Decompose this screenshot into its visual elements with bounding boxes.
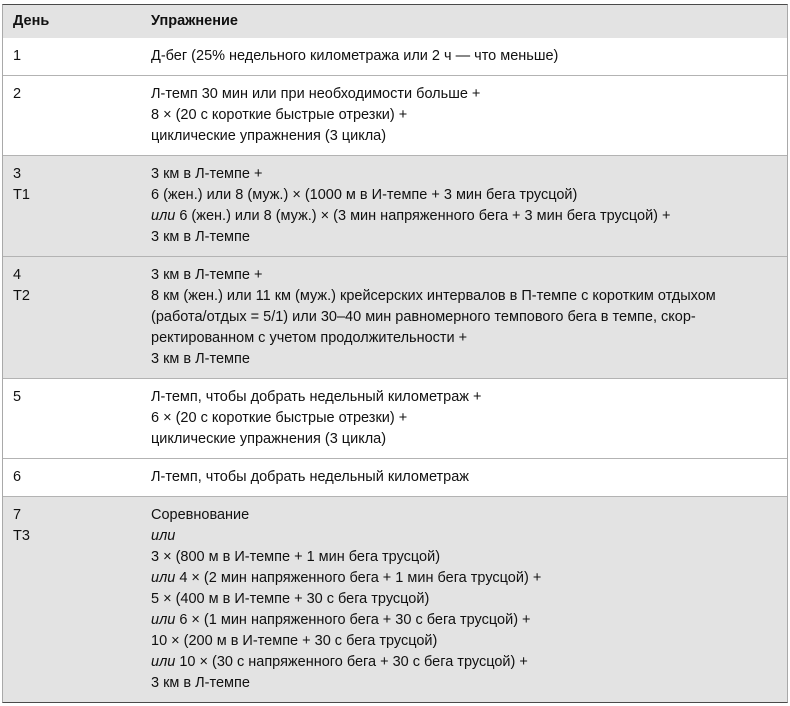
day-label: Т3 <box>13 528 30 544</box>
text-segment: 10 × (30 с напряженного бега + 30 с бега трусцой) + <box>175 654 528 670</box>
table-row <box>3 378 787 458</box>
text-segment: 6 (жен.) или 8 (муж.) × (3 мин напряженного бега + 3 мин бега трусцой) + <box>175 208 671 224</box>
exercise-line <box>151 206 777 227</box>
text-segment: Л-темп 30 мин или при необходимости больше + <box>151 86 481 102</box>
exercise-line <box>151 46 777 67</box>
italic-segment: или <box>151 570 176 586</box>
exercise-line <box>151 429 777 450</box>
day-label: 7 <box>13 507 22 523</box>
text-segment: (работа/отдых = 5/1) или 30–40 мин равномерного темпового бега в темпе, скор- <box>151 309 696 325</box>
text-segment: 3 км в Л-темпе + <box>151 166 263 182</box>
table-row <box>3 496 787 702</box>
exercise-line <box>151 105 777 126</box>
exercise-line <box>151 505 777 526</box>
exercise-line <box>151 307 777 328</box>
exercise-line <box>151 328 777 349</box>
exercise-cell <box>151 38 787 75</box>
text-segment: 8 км (жен.) или 11 км (муж.) крейсерских интервалов в П-темпе с коротким отдыхом <box>151 288 716 304</box>
header-day-label: День <box>13 13 50 29</box>
day-cell <box>3 459 151 496</box>
italic-segment: или <box>151 654 176 670</box>
text-segment: 3 км в Л-темпе + <box>151 267 263 283</box>
text-segment: Соревнование <box>151 507 250 523</box>
exercise-line <box>151 631 777 652</box>
table-row <box>3 38 787 75</box>
text-segment: 3 км в Л-темпе <box>151 229 250 245</box>
exercise-line <box>151 84 777 105</box>
exercise-line <box>151 408 777 429</box>
day-cell <box>3 156 151 256</box>
exercise-cell <box>151 459 787 496</box>
italic-segment: или <box>151 612 176 628</box>
exercise-line <box>151 185 777 206</box>
table-row <box>3 458 787 496</box>
header-exercise-cell <box>151 5 787 38</box>
exercise-line <box>151 286 777 307</box>
day-label: 3 <box>13 166 22 182</box>
header-exercise-label: Упражнение <box>151 13 238 29</box>
text-segment: ректированном с учетом продолжительности + <box>151 330 468 346</box>
text-segment: 3 × (800 м в И-темпе + 1 мин бега трусцой) <box>151 549 441 565</box>
exercise-cell <box>151 156 787 256</box>
text-segment: циклические упражнения (3 цикла) <box>151 431 387 447</box>
day-label: Т2 <box>13 288 30 304</box>
day-cell <box>3 379 151 458</box>
table-row <box>3 75 787 155</box>
exercise-line <box>151 126 777 147</box>
text-segment: 4 × (2 мин напряженного бега + 1 мин бега трусцой) + <box>175 570 542 586</box>
italic-segment: или <box>151 528 176 544</box>
exercise-line <box>151 467 777 488</box>
header-day-cell <box>3 5 151 38</box>
table-row <box>3 155 787 256</box>
text-segment: 6 × (20 с короткие быстрые отрезки) + <box>151 410 408 426</box>
day-label: Т1 <box>13 187 30 203</box>
exercise-line <box>151 164 777 185</box>
text-segment: 6 × (1 мин напряженного бега + 30 с бега трусцой) + <box>175 612 531 628</box>
italic-segment: или <box>151 208 176 224</box>
exercise-line <box>151 652 777 673</box>
text-segment: 5 × (400 м в И-темпе + 30 с бега трусцой) <box>151 591 430 607</box>
exercise-line <box>151 526 777 547</box>
exercise-line <box>151 349 777 370</box>
text-segment: циклические упражнения (3 цикла) <box>151 128 387 144</box>
text-segment: 3 км в Л-темпе <box>151 351 250 367</box>
exercise-line <box>151 265 777 286</box>
exercise-line <box>151 568 777 589</box>
day-cell <box>3 497 151 702</box>
day-cell <box>3 257 151 378</box>
text-segment: Л-темп, чтобы добрать недельный километраж + <box>151 389 482 405</box>
exercise-cell <box>151 257 787 378</box>
exercise-line <box>151 227 777 248</box>
day-cell <box>3 38 151 75</box>
text-segment: 3 км в Л-темпе <box>151 675 250 691</box>
exercise-cell <box>151 379 787 458</box>
day-label: 4 <box>13 267 22 283</box>
day-label: 2 <box>13 86 22 102</box>
day-label: 6 <box>13 469 22 485</box>
exercise-line <box>151 387 777 408</box>
exercise-cell <box>151 76 787 155</box>
text-segment: 10 × (200 м в И-темпе + 30 с бега трусцой) <box>151 633 438 649</box>
exercise-line <box>151 610 777 631</box>
day-cell <box>3 76 151 155</box>
training-table <box>2 4 788 703</box>
text-segment: Л-темп, чтобы добрать недельный километраж <box>151 469 470 485</box>
day-label: 5 <box>13 389 22 405</box>
text-segment: 6 (жен.) или 8 (муж.) × (1000 м в И-темпе + 3 мин бега трусцой) <box>151 187 578 203</box>
table-row <box>3 256 787 378</box>
table-header-row <box>3 5 787 38</box>
table-body <box>3 38 787 702</box>
text-segment: 8 × (20 с короткие быстрые отрезки) + <box>151 107 408 123</box>
exercise-line <box>151 589 777 610</box>
day-label: 1 <box>13 48 22 64</box>
exercise-line <box>151 673 777 694</box>
exercise-cell <box>151 497 787 702</box>
exercise-line <box>151 547 777 568</box>
text-segment: Д-бег (25% недельного километража или 2 ч — что меньше) <box>151 48 559 64</box>
